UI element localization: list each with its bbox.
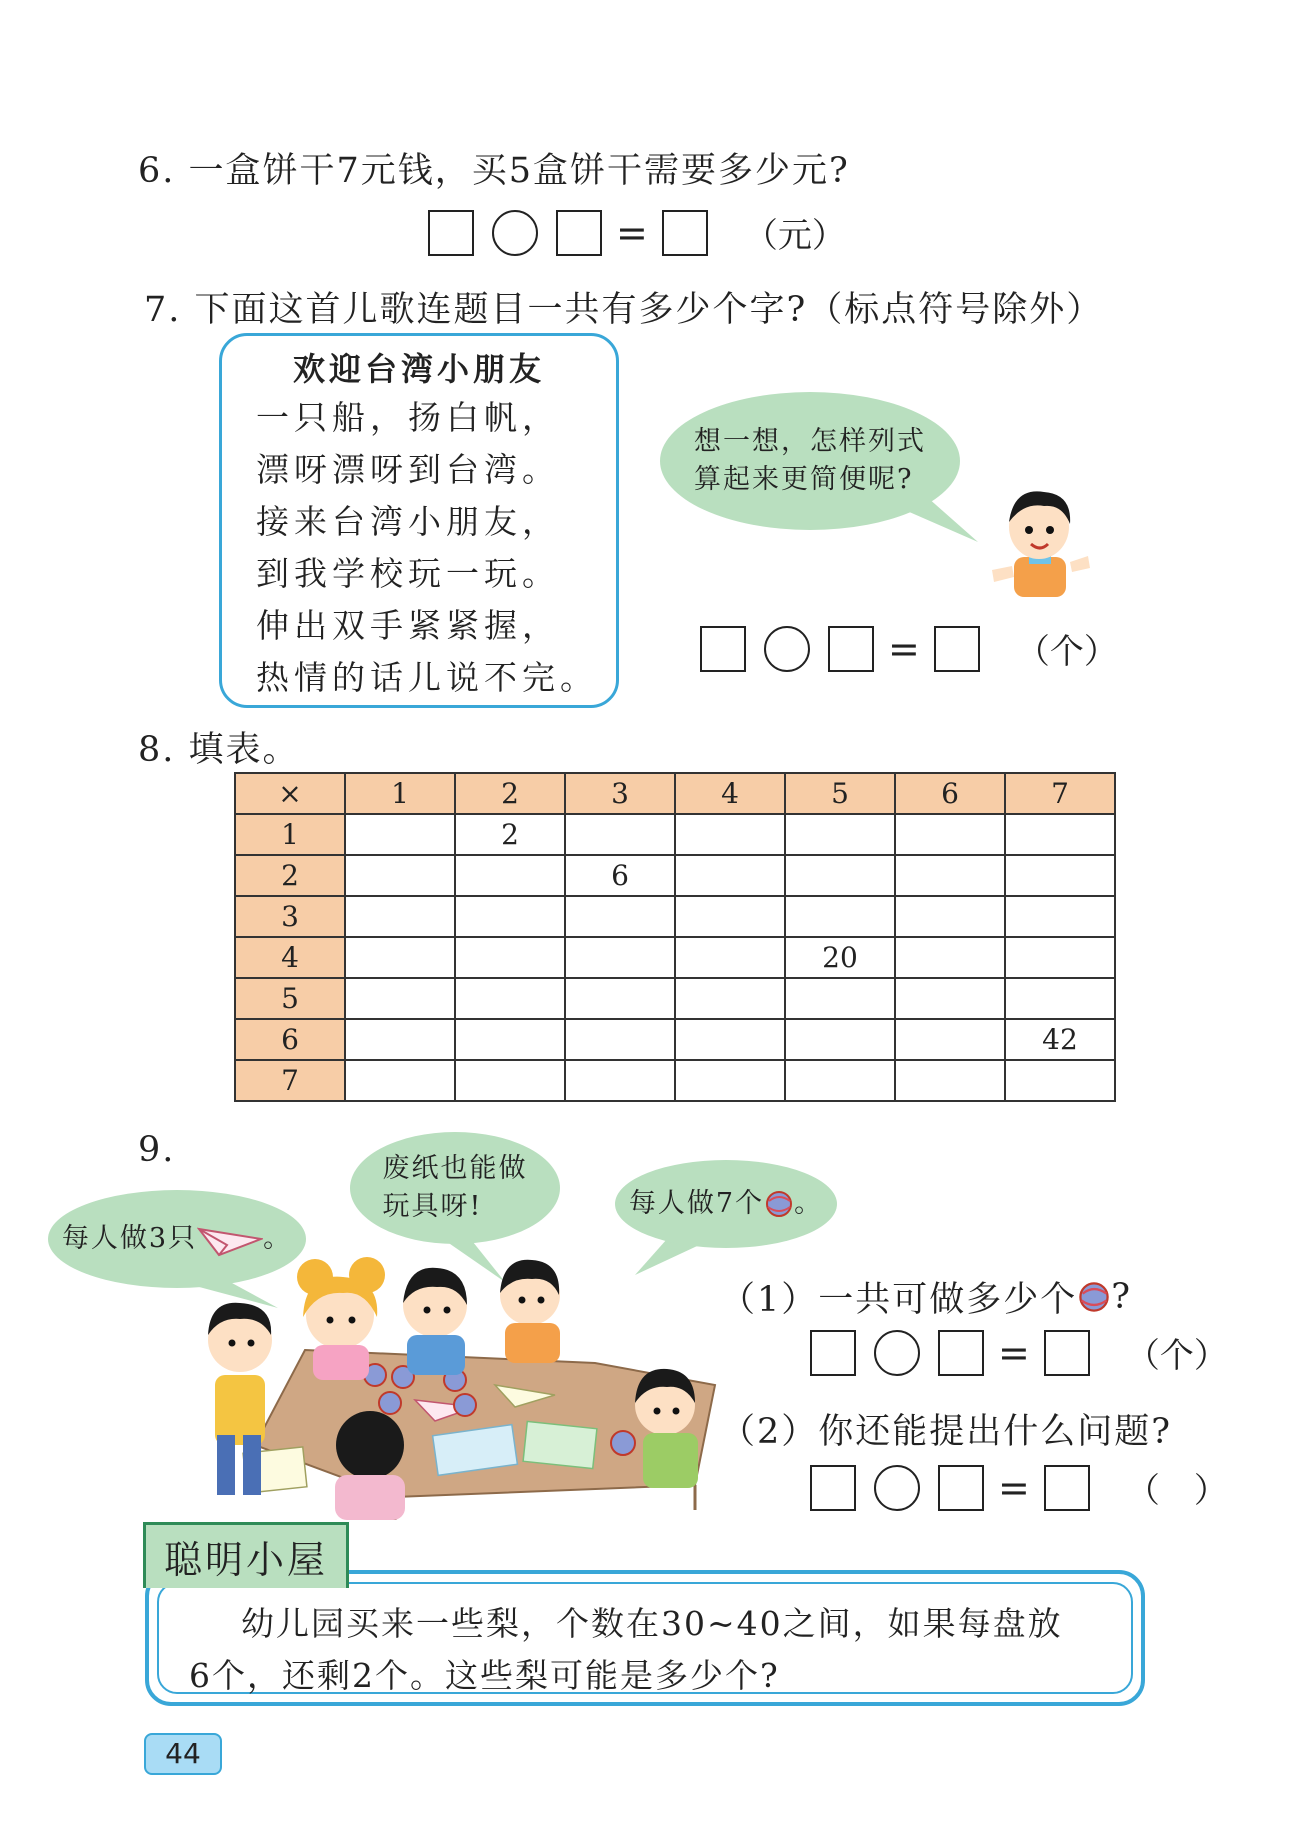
answer-box[interactable] (428, 210, 474, 256)
table-cell[interactable] (675, 814, 785, 855)
poem-line: 热情的话儿说不完。 (256, 658, 598, 697)
unit-label: （个） (1125, 1336, 1228, 1376)
thinking-bubble (660, 392, 960, 530)
poem-line: 伸出双手紧紧握， (256, 606, 560, 645)
table-row (235, 855, 1115, 896)
poem-line: 漂呀漂呀到台湾。 (256, 450, 560, 489)
bubble-line: 废纸也能做 (382, 1153, 528, 1184)
table-cell[interactable]: 42 (1005, 1019, 1115, 1060)
q9-sub1 (720, 1272, 1132, 1322)
table-cell[interactable]: 6 (565, 855, 675, 896)
table-cell[interactable] (1005, 978, 1115, 1019)
answer-box[interactable] (810, 1330, 856, 1376)
poem-box (219, 333, 619, 708)
table-cell[interactable] (345, 814, 455, 855)
table-cell[interactable] (565, 937, 675, 978)
q7-formula (700, 624, 1118, 673)
table-cell[interactable] (345, 978, 455, 1019)
table-cell[interactable] (895, 1060, 1005, 1101)
table-cell[interactable] (675, 855, 785, 896)
table-cell[interactable] (345, 855, 455, 896)
table-header-cell: × (235, 773, 345, 814)
table-row (235, 1019, 1115, 1060)
answer-box[interactable] (1044, 1465, 1090, 1511)
unit-label: （个） (1015, 632, 1118, 672)
yarn-ball-icon (764, 1189, 794, 1219)
q9-label: 9. (138, 1130, 176, 1170)
yarn-ball-icon (1077, 1280, 1111, 1314)
table-cell[interactable] (785, 855, 895, 896)
smart-line-2: 6个，还剩2个。这些梨可能是多少个? (189, 1656, 780, 1695)
table-row (235, 814, 1115, 855)
answer-box[interactable] (828, 626, 874, 672)
bubble-line: 玩具呀! (382, 1191, 483, 1222)
answer-box[interactable] (934, 626, 980, 672)
operator-circle[interactable] (764, 626, 810, 672)
answer-box[interactable] (938, 1465, 984, 1511)
table-cell[interactable] (565, 1060, 675, 1101)
table-header-cell: 5 (785, 773, 895, 814)
table-row (235, 1060, 1115, 1101)
sub1-tail: ? (1111, 1277, 1133, 1317)
table-cell[interactable] (345, 1060, 455, 1101)
equals-sign: = (888, 626, 920, 671)
row-header-cell: 3 (235, 896, 345, 937)
bubble-text: 。 (263, 1223, 293, 1254)
poem-line: 接来台湾小朋友， (256, 502, 560, 541)
table-cell[interactable] (1005, 1060, 1115, 1101)
table-row (235, 978, 1115, 1019)
smart-corner-box (145, 1570, 1145, 1706)
bubble-middle (350, 1132, 560, 1244)
table-cell[interactable] (675, 937, 785, 978)
table-cell[interactable] (895, 855, 1005, 896)
table-cell[interactable] (895, 896, 1005, 937)
table-cell[interactable] (675, 1060, 785, 1101)
q8-text: 8. 填表。 (138, 730, 300, 770)
table-cell[interactable] (345, 937, 455, 978)
table-cell[interactable] (1005, 896, 1115, 937)
table-cell[interactable] (455, 1019, 565, 1060)
table-header-cell: 6 (895, 773, 1005, 814)
table-header-row (235, 773, 1115, 814)
bubble-text: 。 (794, 1188, 824, 1219)
table-cell[interactable] (565, 814, 675, 855)
bubble-line: 想一想，怎样列式 (694, 426, 926, 457)
table-cell[interactable] (565, 896, 675, 937)
table-header-cell: 4 (675, 773, 785, 814)
table-cell[interactable] (1005, 855, 1115, 896)
operator-circle[interactable] (874, 1330, 920, 1376)
answer-box[interactable] (556, 210, 602, 256)
row-header-cell: 2 (235, 855, 345, 896)
table-cell[interactable] (675, 896, 785, 937)
answer-box[interactable] (662, 210, 708, 256)
table-cell[interactable] (565, 978, 675, 1019)
table-cell[interactable] (1005, 937, 1115, 978)
smart-line-1: 幼儿园买来一些梨，个数在30~40之间，如果每盘放 (241, 1604, 1063, 1643)
table-row (235, 937, 1115, 978)
answer-box[interactable] (700, 626, 746, 672)
sub1-text: （1）一共可做多少个 (720, 1280, 1078, 1320)
q6-formula (428, 208, 846, 257)
table-cell[interactable] (1005, 814, 1115, 855)
equals-sign: = (616, 210, 648, 255)
table-cell[interactable]: 20 (785, 937, 895, 978)
table-header-cell: 3 (565, 773, 675, 814)
q9-sub1-formula (810, 1328, 1228, 1377)
row-header-cell: 4 (235, 937, 345, 978)
table-cell[interactable] (675, 1019, 785, 1060)
table-cell[interactable] (785, 978, 895, 1019)
table-cell[interactable] (455, 896, 565, 937)
table-header-cell: 2 (455, 773, 565, 814)
children-making-toys-illustration (195, 1235, 725, 1520)
table-cell[interactable] (455, 978, 565, 1019)
table-cell[interactable] (675, 978, 785, 1019)
operator-circle[interactable] (874, 1465, 920, 1511)
q6-text: 6. 一盒饼干7元钱，买5盒饼干需要多少元? (138, 151, 850, 191)
bubble-text: 每人做7个 (628, 1188, 765, 1219)
table-cell[interactable] (455, 937, 565, 978)
table-cell[interactable] (895, 1019, 1005, 1060)
row-header-cell: 1 (235, 814, 345, 855)
table-cell[interactable] (345, 1019, 455, 1060)
table-cell[interactable] (785, 814, 895, 855)
table-header-cell: 1 (345, 773, 455, 814)
unit-label: （ ） (1125, 1471, 1228, 1511)
table-cell[interactable] (785, 1019, 895, 1060)
poem-line: 到我学校玩一玩。 (256, 554, 560, 593)
row-header-cell: 6 (235, 1019, 345, 1060)
table-cell[interactable] (785, 896, 895, 937)
bubble-text: 每人做3只 (61, 1223, 198, 1254)
operator-circle[interactable] (492, 210, 538, 256)
table-cell[interactable] (455, 1060, 565, 1101)
answer-box[interactable] (810, 1465, 856, 1511)
boy-illustration (984, 482, 1094, 597)
table-cell[interactable]: 2 (455, 814, 565, 855)
smart-corner-title: 聪明小屋 (143, 1522, 349, 1588)
table-cell[interactable] (895, 814, 1005, 855)
table-row (235, 896, 1115, 937)
table-cell[interactable] (895, 978, 1005, 1019)
bubble-line: 算起来更简便呢? (694, 464, 914, 495)
answer-box[interactable] (1044, 1330, 1090, 1376)
poem-line: 一只船，扬白帆， (256, 398, 560, 437)
poem-title: 欢迎台湾小朋友 (292, 350, 545, 388)
table-header-cell: 7 (1005, 773, 1115, 814)
table-cell[interactable] (565, 1019, 675, 1060)
row-header-cell: 7 (235, 1060, 345, 1101)
table-cell[interactable] (455, 855, 565, 896)
table-cell[interactable] (785, 1060, 895, 1101)
poem-body (222, 392, 616, 704)
row-header-cell: 5 (235, 978, 345, 1019)
answer-box[interactable] (938, 1330, 984, 1376)
table-cell[interactable] (895, 937, 1005, 978)
equals-sign: = (998, 1330, 1030, 1375)
multiplication-table (234, 772, 1116, 1102)
equals-sign: = (998, 1465, 1030, 1510)
unit-label: （元） (743, 216, 846, 256)
q9-sub2-formula (810, 1463, 1228, 1512)
q7-text: 7. 下面这首儿歌连题目一共有多少个字?（标点符号除外） (144, 290, 1104, 330)
page-number: 44 (144, 1733, 222, 1775)
table-cell[interactable] (345, 896, 455, 937)
q9-sub2: （2）你还能提出什么问题? (720, 1412, 1173, 1452)
